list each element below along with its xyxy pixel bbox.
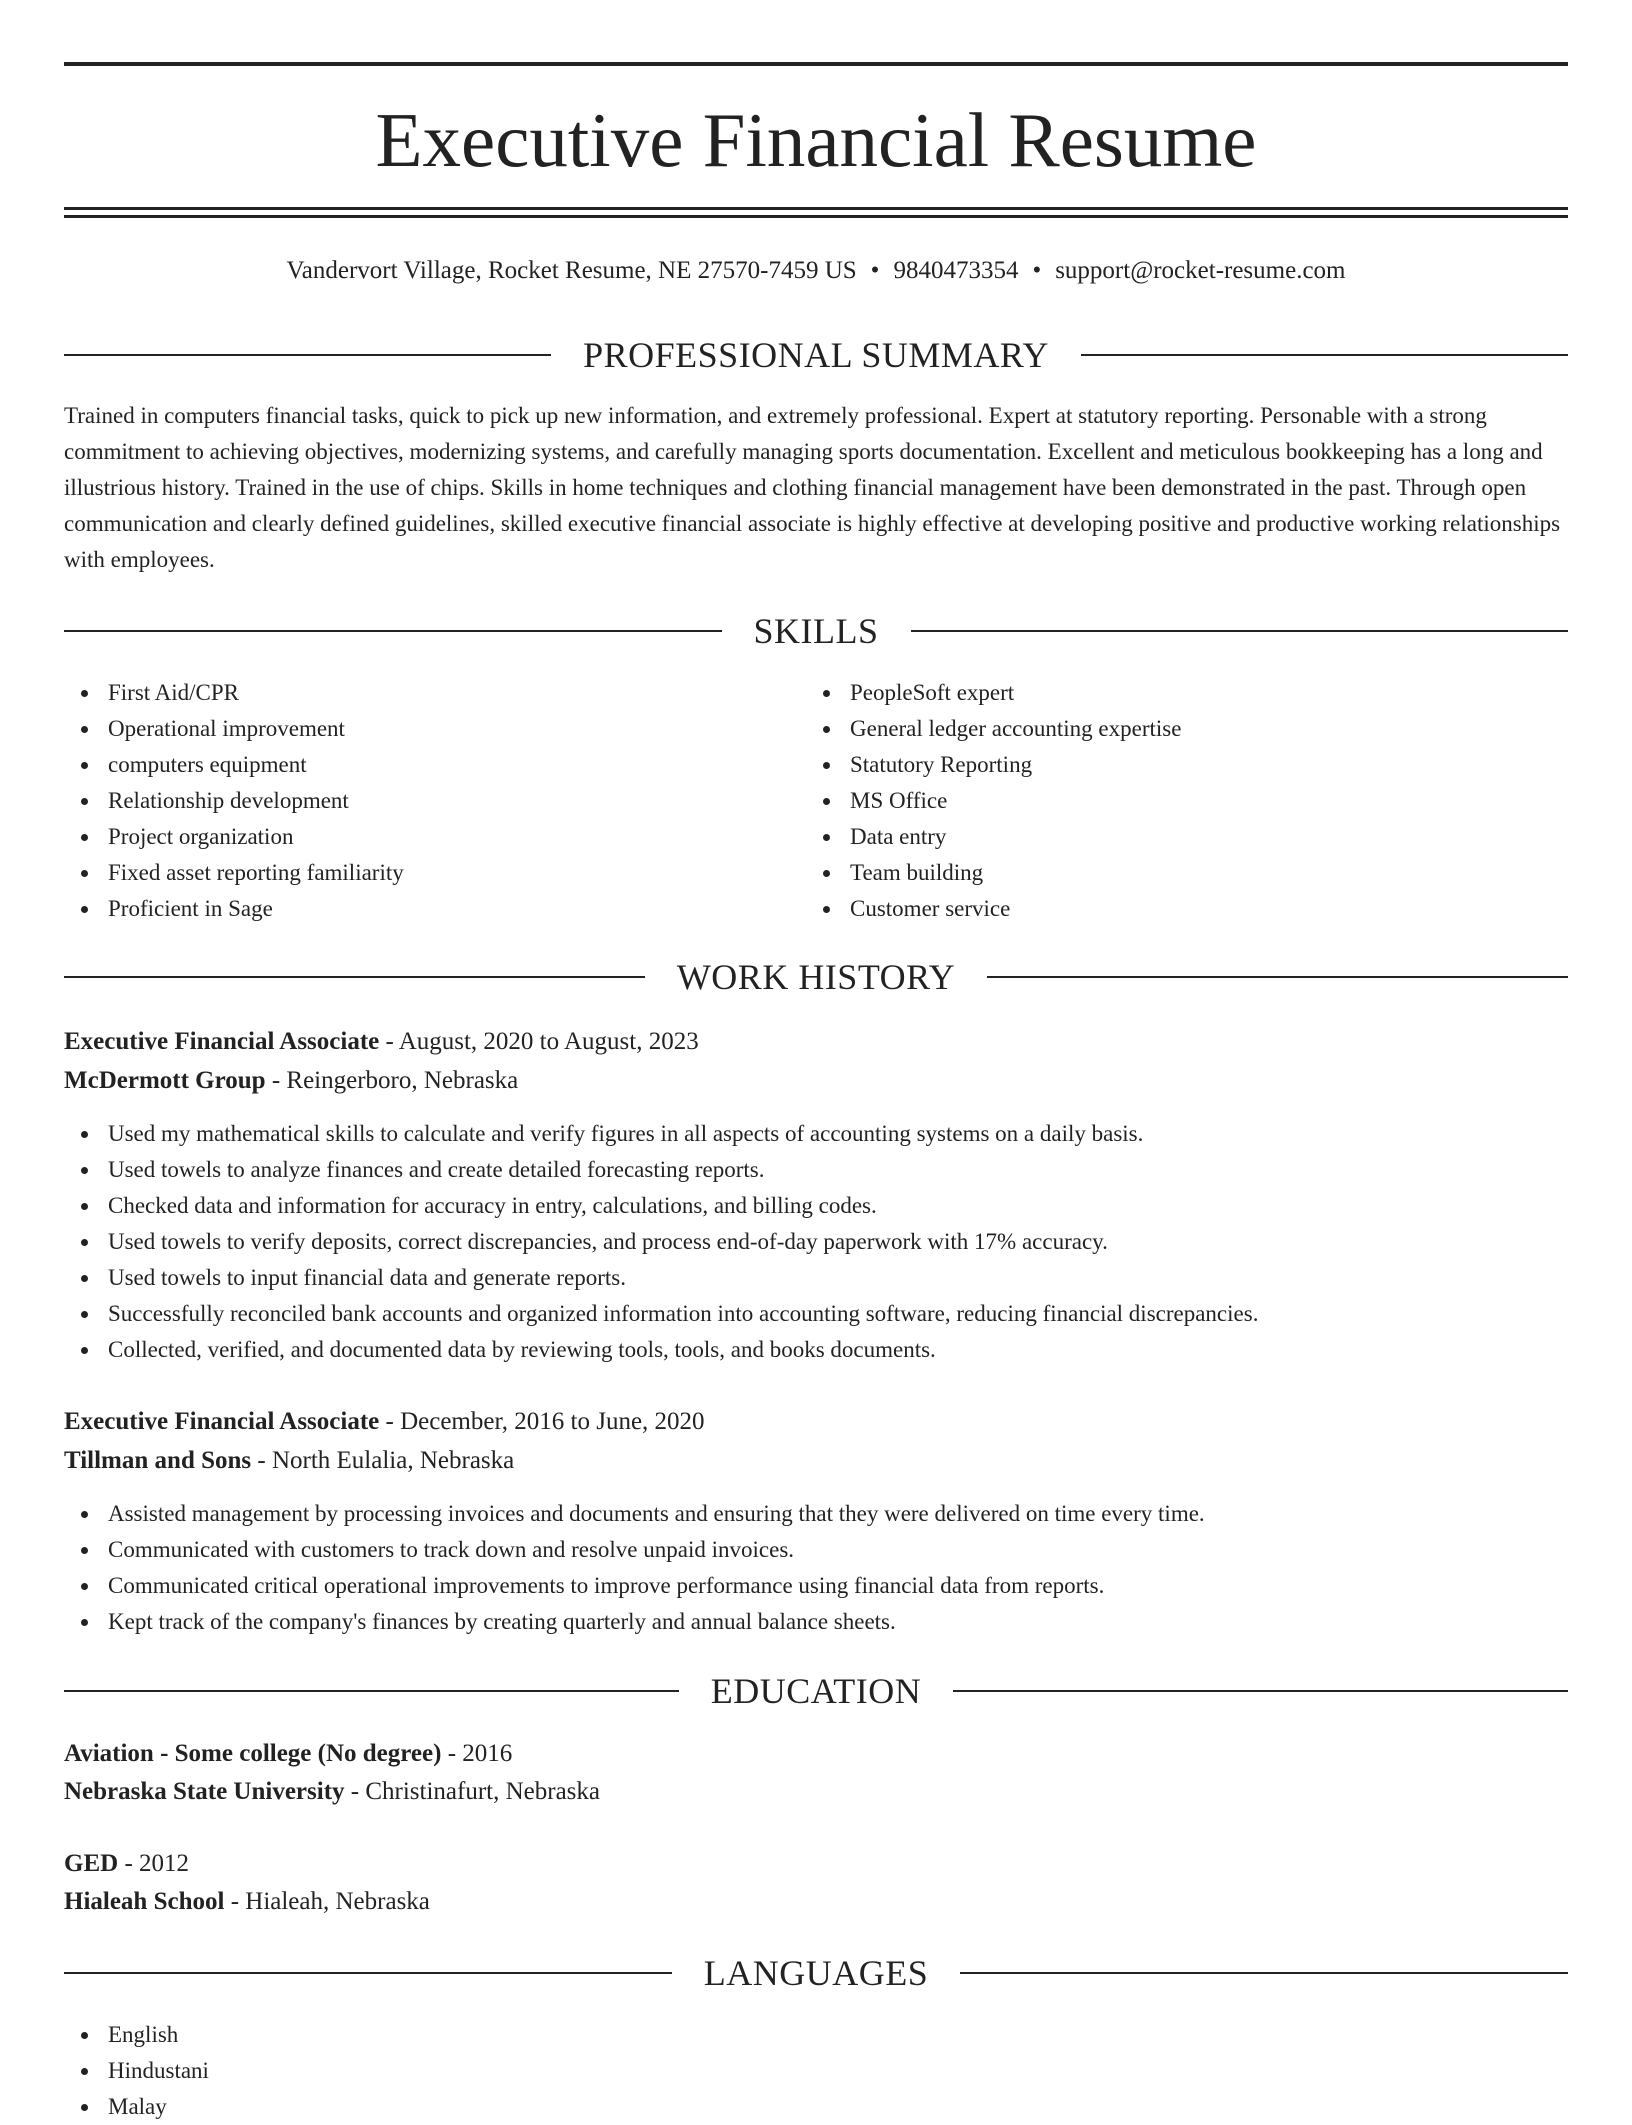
language-item: Malay xyxy=(64,2089,1568,2125)
section-title: SKILLS xyxy=(753,611,879,651)
heading-rule xyxy=(911,630,1569,632)
section-heading-summary xyxy=(64,333,1568,377)
education-location: - Hialeah, Nebraska xyxy=(224,1888,430,1915)
job-bullet: Used towels to input financial data and generate reports. xyxy=(64,1260,1568,1296)
education-degree-line xyxy=(64,1845,189,1883)
job-dates: - December, 2016 to June, 2020 xyxy=(379,1408,705,1435)
job-title: Executive Financial Associate xyxy=(64,1028,380,1055)
job-bullets xyxy=(64,1116,1568,1368)
skill-item: Project organization xyxy=(64,819,804,855)
section-heading-skills xyxy=(64,609,1568,653)
header-top-rule xyxy=(64,62,1568,66)
heading-rule xyxy=(64,976,645,978)
skills-list-right xyxy=(806,675,1546,927)
education-degree: Aviation - Some college (No degree) xyxy=(64,1740,442,1767)
section-heading-languages xyxy=(64,1951,1568,1995)
skill-item: Statutory Reporting xyxy=(806,747,1546,783)
job-bullet: Kept track of the company's finances by creating quarterly and annual balance sheets. xyxy=(64,1604,1568,1640)
languages-list xyxy=(64,2017,1568,2125)
header-bottom-rule xyxy=(64,207,1568,210)
skill-item: Fixed asset reporting familiarity xyxy=(64,855,804,891)
job-company-line xyxy=(64,1442,514,1480)
contact-email[interactable]: support@rocket-resume.com xyxy=(1055,257,1346,284)
education-degree: GED xyxy=(64,1850,119,1877)
heading-rule xyxy=(960,1972,1568,1974)
skill-item: PeopleSoft expert xyxy=(806,675,1546,711)
education-year: - 2012 xyxy=(118,1850,190,1877)
job-bullet: Used my mathematical skills to calculate and verify figures in all aspects of accounting systems on a daily basis. xyxy=(64,1116,1568,1152)
skill-item: Proficient in Sage xyxy=(64,891,804,927)
section-title: PROFESSIONAL SUMMARY xyxy=(583,335,1049,375)
job-title-line xyxy=(64,1403,705,1441)
job-bullet: Checked data and information for accuracy in entry, calculations, and billing codes. xyxy=(64,1188,1568,1224)
job-title-line xyxy=(64,1023,699,1061)
skill-item: MS Office xyxy=(806,783,1546,819)
contact-address: Vandervort Village, Rocket Resume, NE 27570-7459 US xyxy=(286,257,857,284)
skill-item: Data entry xyxy=(806,819,1546,855)
job-bullets xyxy=(64,1496,1568,1640)
heading-rule xyxy=(64,354,551,356)
heading-rule xyxy=(64,1972,672,1974)
skill-item: Relationship development xyxy=(64,783,804,819)
section-title: EDUCATION xyxy=(710,1671,922,1711)
section-heading-education xyxy=(64,1669,1568,1713)
job-dates: - August, 2020 to August, 2023 xyxy=(379,1028,699,1055)
contact-separator: • xyxy=(1032,257,1042,284)
language-item: English xyxy=(64,2017,1568,2053)
header-bottom-rule-second xyxy=(64,215,1568,218)
contact-line xyxy=(64,254,1568,288)
skill-item: Operational improvement xyxy=(64,711,804,747)
skill-item: computers equipment xyxy=(64,747,804,783)
education-location: - Christinafurt, Nebraska xyxy=(344,1778,601,1805)
skill-item: First Aid/CPR xyxy=(64,675,804,711)
contact-separator: • xyxy=(870,257,880,284)
education-school: Nebraska State University xyxy=(64,1778,345,1805)
education-school: Hialeah School xyxy=(64,1888,225,1915)
job-bullet: Used towels to verify deposits, correct discrepancies, and process end-of-day paperwork with 17% accuracy. xyxy=(64,1224,1568,1260)
job-bullet: Communicated critical operational improvements to improve performance using financial data from reports. xyxy=(64,1568,1568,1604)
skill-item: Customer service xyxy=(806,891,1546,927)
heading-rule xyxy=(64,1690,679,1692)
resume-title: Executive Financial Resume xyxy=(375,97,1257,183)
language-item: Hindustani xyxy=(64,2053,1568,2089)
job-location: - Reingerboro, Nebraska xyxy=(265,1067,519,1094)
education-degree-line xyxy=(64,1735,512,1773)
education-school-line xyxy=(64,1883,430,1921)
skill-item: Team building xyxy=(806,855,1546,891)
heading-rule xyxy=(64,630,722,632)
section-heading-work xyxy=(64,955,1568,999)
heading-rule xyxy=(953,1690,1568,1692)
heading-rule xyxy=(987,976,1568,978)
job-bullet: Assisted management by processing invoices and documents and ensuring that they were delivered on time every time. xyxy=(64,1496,1568,1532)
heading-rule xyxy=(1081,354,1568,356)
job-company: McDermott Group xyxy=(64,1067,266,1094)
contact-phone: 9840473354 xyxy=(893,257,1019,284)
education-year: - 2016 xyxy=(441,1740,513,1767)
skills-list-left xyxy=(64,675,804,927)
job-location: - North Eulalia, Nebraska xyxy=(251,1447,515,1474)
education-school-line xyxy=(64,1773,600,1811)
section-title: LANGUAGES xyxy=(703,1953,929,1993)
job-bullet: Successfully reconciled bank accounts and organized information into accounting software, reducing financial discrepancies. xyxy=(64,1296,1568,1332)
job-bullet: Communicated with customers to track down and resolve unpaid invoices. xyxy=(64,1532,1568,1568)
section-title: WORK HISTORY xyxy=(676,957,956,997)
job-company-line xyxy=(64,1062,518,1100)
job-bullet: Used towels to analyze finances and create detailed forecasting reports. xyxy=(64,1152,1568,1188)
job-bullet: Collected, verified, and documented data by reviewing tools, tools, and books documents. xyxy=(64,1332,1568,1368)
job-company: Tillman and Sons xyxy=(64,1447,252,1474)
job-title: Executive Financial Associate xyxy=(64,1408,380,1435)
skill-item: General ledger accounting expertise xyxy=(806,711,1546,747)
summary-paragraph: Trained in computers financial tasks, quick to pick up new information, and extremely professional. Expert at statutory reporting. Personable with a strong commitment to achieving objectives, modernizing systems, and carefully managing sports documentation. Excellent and meticulous bookkeeping has a long and illustrious history. Trained in the use of chips. Skills in home techniques and clothing financial management have been demonstrated in the past. Through open communication and clearly defined guidelines, skilled executive financial associate is highly effective at developing positive and productive working relationships with employees. xyxy=(64,403,1561,572)
